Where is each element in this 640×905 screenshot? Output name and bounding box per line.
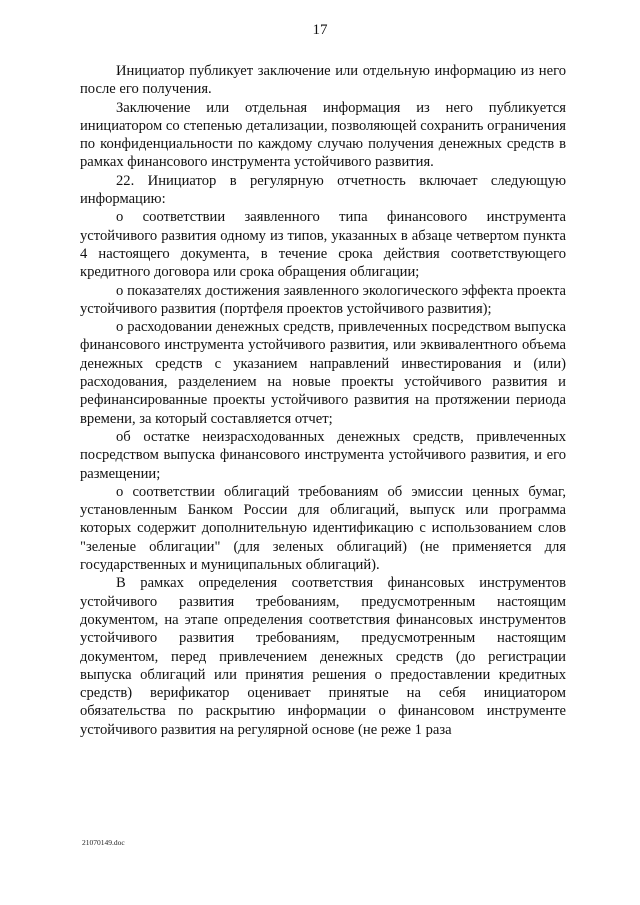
page-number: 17: [312, 22, 328, 38]
paragraph-remaining-funds: об остатке неизрасходованных денежных средств, привлеченных посредством выпуска финансового инструмента устойчивого развития, и его размещении;: [80, 428, 566, 482]
paragraph-type-compliance: о соответствии заявленного типа финансового инструмента устойчивого развития одному из типов, указанных в абзаце четвертом пункта 4 настоящего документа, в течение срока действия соответствующего кредитного договора или срока обращения облигации;: [80, 209, 566, 281]
file-code-footer: 21070149.doc: [82, 838, 125, 847]
paragraph-confidentiality: Заключение или отдельная информация из него публикуется инициатором со степенью детализации, позволяющей сохранить ограничения по конфиденциальности по каждому случаю получения денежных средств в рамках финансового инструмента устойчивого развития.: [80, 99, 566, 171]
paragraph-verification: В рамках определения соответствия финансовых инструментов устойчивого развития требованиям, предусмотренным настоящим документом, на этапе определения соответствия финансовых инструментов устойчивого развития требованиям, предусмотренным настоящим документом, перед привлечением денежных средств (до регистрации выпуска облигаций или принятия решения о предоставлении кредитных средств) верификатор оценивает принятые на себя инициатором обязательства по раскрытию информации о финансовом инструменте устойчивого развития на регулярной основе (не реже 1 раза: [80, 575, 566, 738]
paragraph-section-22: 22. Инициатор в регулярную отчетность включает следующую информацию:: [80, 172, 566, 208]
paragraph-spending: о расходовании денежных средств, привлеченных посредством выпуска финансового инструмента устойчивого развития, или эквивалентного объема денежных средств с указанием направлений инвестирования и (или) расходования, разделением на новые проекты устойчивого развития и рефинансированные проекты устойчивого развития на протяжении периода времени, за который составляется отчет;: [80, 319, 566, 427]
paragraph-eco-effect: о показателях достижения заявленного экологического эффекта проекта устойчивого развития (портфеля проектов устойчивого развития);: [80, 282, 566, 317]
document-body: [80, 62, 566, 739]
paragraph-bond-compliance: о соответствии облигаций требованиям об эмиссии ценных бумаг, установленным Банком России для облигаций, выпуск или программа которых содержит дополнительную идентификацию с использованием слов "зеленые облигации" (для зеленых облигаций) (не применяется для государственных и муниципальных облигаций).: [80, 483, 566, 574]
paragraph-publication: Инициатор публикует заключение или отдельную информацию из него после его получения.: [80, 63, 566, 98]
